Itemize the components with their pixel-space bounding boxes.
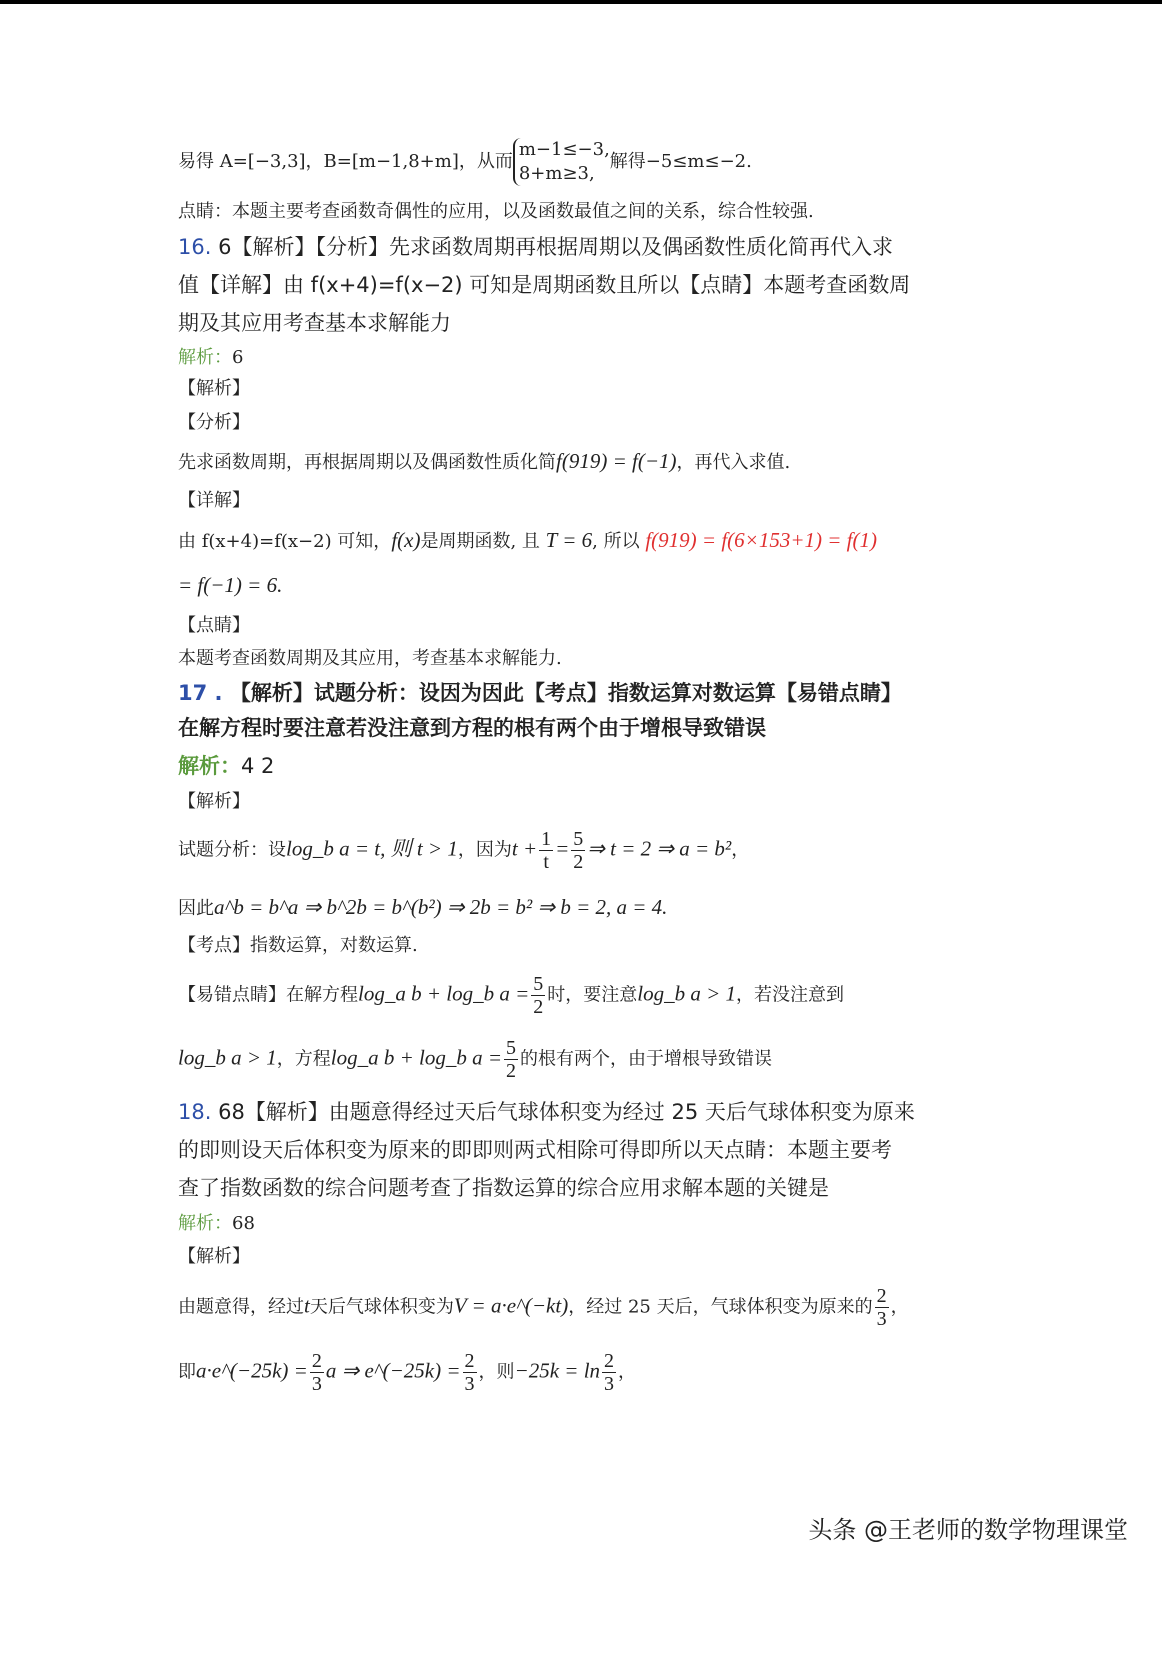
formula: V = a·e^(−kt) [453, 1293, 569, 1318]
formula: f(x) [391, 528, 421, 552]
formula: log_b a = t, 则 t > 1 [286, 836, 458, 861]
numerator: 2 [311, 1350, 322, 1372]
text: 因此 [178, 898, 214, 919]
q17-analysis [178, 828, 749, 873]
q17-answer [178, 752, 274, 780]
fraction [602, 1350, 616, 1395]
q16-xiangjie-2 [178, 573, 282, 599]
q18-line-1 [178, 1098, 915, 1126]
text: 试题分析：设 [178, 839, 286, 861]
q16-dianjing-tag: 【点睛】 [178, 615, 250, 636]
fraction [539, 828, 553, 873]
line-solution-sets [178, 138, 752, 186]
text: ，经过 25 天后，气球体积变为原来的 [568, 1296, 873, 1318]
q18-jiexi-tag: 【解析】 [178, 1246, 250, 1267]
question-number: 18. [178, 1100, 212, 1124]
denominator: 3 [464, 1373, 475, 1395]
denominator: 2 [533, 996, 544, 1018]
text: 由 f(x+4)=f(x−2) 可知， [178, 531, 392, 552]
text: ， [618, 1361, 637, 1383]
watermark: 头条 @王老师的数学物理课堂 [808, 1516, 1128, 1544]
fraction [531, 973, 545, 1018]
answer-value: 68 [232, 1213, 255, 1234]
q17-yicuo-2 [178, 1037, 772, 1082]
formula: a ⇒ e^(−25k) = [325, 1358, 461, 1383]
fraction [310, 1350, 324, 1395]
text: 是周期函数, 且 [420, 531, 540, 552]
text: 时，要注意 [547, 984, 638, 1006]
formula: −25k = ln [514, 1358, 601, 1383]
numerator: 5 [533, 973, 544, 995]
text: ，因为 [457, 839, 512, 861]
q16-dianjing: 本题考查函数周期及其应用，考查基本求解能力. [178, 648, 562, 669]
q18-line-3: 查了指数函数的综合问题考查了指数运算的综合应用求解本题的关键是 [178, 1176, 829, 1200]
text: 天后气球体积变为 [309, 1296, 454, 1318]
fraction [571, 828, 585, 873]
q16-fenxi-tag: 【分析】 [178, 412, 250, 433]
numerator: 5 [573, 828, 584, 850]
text: 解得−5≤m≤−2. [609, 151, 752, 172]
answer-value: 6 [232, 347, 244, 368]
numerator: 1 [541, 828, 552, 850]
formula: t [304, 1293, 310, 1318]
text: 【解析】试题分析：设因为因此【考点】指数运算对数运算【易错点睛】 [222, 681, 902, 705]
q17-jiexi-tag: 【解析】 [178, 791, 250, 812]
denominator: t [543, 851, 549, 873]
q18-analysis-2 [178, 1350, 636, 1395]
dianjing-15: 点睛：本题主要考查函数奇偶性的应用，以及函数最值之间的关系，综合性较强. [178, 201, 814, 222]
q16-line-1 [178, 233, 893, 261]
q18-analysis [178, 1285, 909, 1330]
ineq-1: m−1≤−3, [518, 139, 610, 160]
numerator: 5 [506, 1037, 517, 1059]
q17-yicuo [178, 973, 844, 1018]
denominator: 2 [506, 1060, 517, 1082]
top-border [0, 0, 1162, 4]
formula: a·e^(−25k) = [196, 1358, 308, 1383]
text: ， [890, 1296, 909, 1318]
numerator: 2 [876, 1285, 887, 1307]
formula: T = 6 [545, 528, 593, 552]
question-number: 16. [178, 235, 212, 259]
numerator: 2 [604, 1350, 615, 1372]
denominator: 3 [876, 1308, 887, 1330]
q16-xiangjie-tag: 【详解】 [178, 490, 250, 511]
text: 由题意得，经过 [178, 1296, 304, 1318]
text: ，再代入求值. [676, 452, 791, 473]
text: , 所以 [592, 531, 640, 552]
text: ，则 [478, 1361, 515, 1383]
formula: = f(−1) = 6. [178, 573, 283, 597]
formula: = [555, 836, 570, 861]
q18-line-2: 的即则设天后体积变为原来的即即则两式相除可得即所以天点睛：本题主要考 [178, 1138, 892, 1162]
q18-answer [178, 1212, 255, 1236]
denominator: 2 [573, 851, 584, 873]
q16-line-3: 期及其应用考查基本求解能力 [178, 311, 451, 335]
formula: ⇒ t = 2 ⇒ a = b² [587, 836, 732, 861]
q16-line-2: 值【详解】由 f(x+4)=f(x−2) 可知是周期函数且所以【点睛】本题考查函数周 [178, 273, 911, 297]
formula-highlight: f(919) = f(6×153+1) = f(1) [645, 528, 877, 552]
question-number: 17 . [178, 681, 223, 705]
q16-jiexi-tag: 【解析】 [178, 378, 250, 399]
q16-xiangjie [178, 528, 877, 554]
q17-line-2: 在解方程时要注意若没注意到方程的根有两个由于增根导致错误 [178, 716, 766, 740]
text: ，方程 [276, 1048, 331, 1070]
text: 即 [178, 1361, 196, 1383]
formula: log_a b + log_b a = [330, 1045, 503, 1070]
text: ，若没注意到 [736, 984, 845, 1006]
text: ， [731, 839, 750, 861]
formula: f(919) = f(−1) [556, 449, 677, 473]
text: 易得 A=[−3,3]，B=[m−1,8+m]，从而 [178, 151, 513, 172]
fraction [504, 1037, 518, 1082]
ineq-2: 8+m≥3, [518, 163, 595, 184]
q16-answer [178, 346, 243, 370]
q17-line-1 [178, 679, 902, 707]
brace-system [513, 138, 610, 186]
answer-label: 解析： [178, 1213, 232, 1234]
formula: t + [511, 836, 538, 861]
numerator: 2 [464, 1350, 475, 1372]
q16-fenxi [178, 449, 790, 475]
denominator: 3 [604, 1373, 615, 1395]
answer-value: 4 2 [241, 754, 275, 778]
text: 6【解析】【分析】先求函数周期再根据周期以及偶函数性质化简再代入求 [211, 235, 893, 259]
formula: log_b a > 1 [637, 981, 737, 1006]
formula: log_a b + log_b a = [358, 981, 530, 1006]
q17-therefore [178, 895, 667, 921]
answer-label: 解析： [178, 754, 241, 778]
q17-kaodian: 【考点】指数运算，对数运算. [178, 935, 418, 956]
answer-label: 解析： [178, 347, 232, 368]
text: 先求函数周期，再根据周期以及偶函数性质化简 [178, 452, 556, 473]
text: 的根有两个，由于增根导致错误 [520, 1048, 773, 1070]
formula: a^b = b^a ⇒ b^2b = b^(b²) ⇒ 2b = b² ⇒ b = 2, a = 4. [214, 895, 668, 919]
fraction [463, 1350, 477, 1395]
text: 【易错点睛】在解方程 [178, 984, 358, 1006]
denominator: 3 [311, 1373, 322, 1395]
fraction [875, 1285, 889, 1330]
text: 68【解析】由题意得经过天后气球体积变为经过 25 天后气球体积变为原来 [211, 1100, 915, 1124]
formula: log_b a > 1 [178, 1045, 277, 1070]
